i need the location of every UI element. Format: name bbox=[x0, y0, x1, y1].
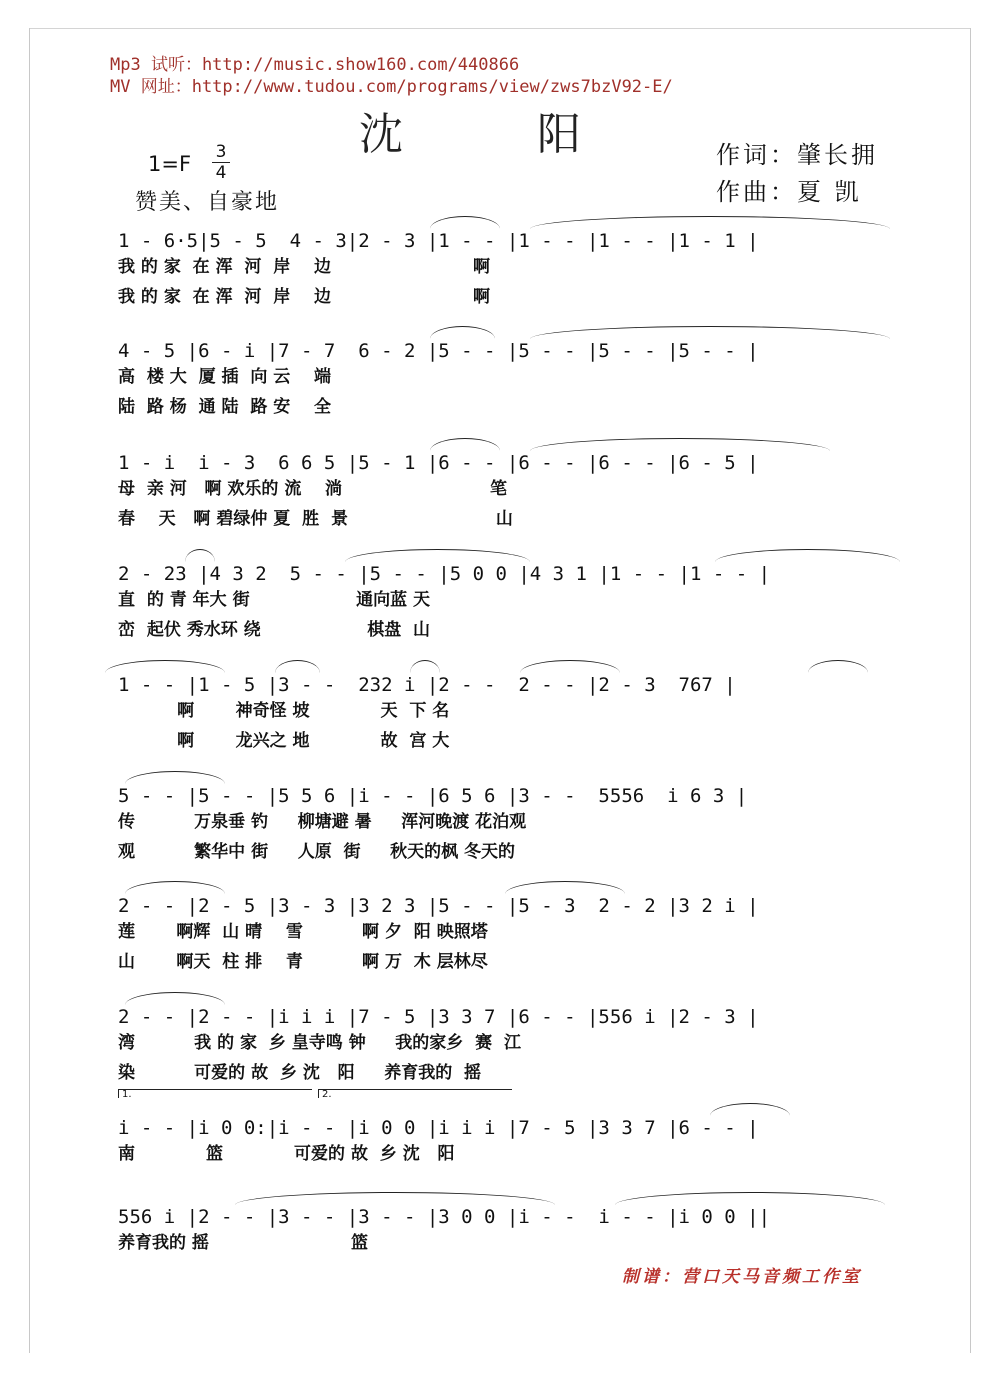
lyricist: 作词：肇长拥 bbox=[716, 141, 878, 169]
notes-line: 2 - 23 |4 3 2 5 - - |5 - - |5 0 0 |4 3 1 |1 - - |1 - - | bbox=[118, 563, 771, 585]
song-title: 沈 阳 bbox=[359, 109, 641, 160]
tie-arc bbox=[530, 216, 890, 229]
lyric-verse-1: 我 的 家 在 浑 河 岸 边 啊 bbox=[118, 257, 490, 277]
lyric-verse-2: 我 的 家 在 浑 河 岸 边 啊 bbox=[118, 287, 490, 307]
time-bottom: 4 bbox=[215, 163, 227, 183]
mp3-link[interactable]: Mp3 试听：http://music.show160.com/440866 bbox=[110, 55, 520, 75]
score-system-2 bbox=[0, 338, 1000, 468]
lyric-verse-1: 养育我的 摇 篮 bbox=[118, 1233, 368, 1253]
notes-line: 1 - i i - 3 6 6 5 |5 - 1 |6 - - |6 - - |6 - - |6 - 5 | bbox=[118, 452, 759, 474]
lyric-verse-2: 峦 起伏 秀水环 绕 棋盘 山 bbox=[118, 620, 431, 640]
lyric-verse-2: 啊 龙兴之 地 故 宫 大 bbox=[118, 731, 450, 751]
lyric-verse-2: 山 啊天 柱 排 青 啊 万 木 层林尽 bbox=[118, 952, 488, 972]
notes-line: 1 - - |1 - 5 |3 - - 232 i |2 - - 2 - - |2 - 3 767 | bbox=[118, 674, 736, 696]
lyric-verse-1: 传 万泉垂 钓 柳塘避 暑 浑河晚渡 花泊观 bbox=[118, 812, 527, 832]
tie-arc bbox=[430, 216, 500, 229]
notes-line: 5 - - |5 - - |5 5 6 |i - - |6 5 6 |3 - - 5556 i 6 3 | bbox=[118, 785, 748, 807]
notes-line: i - - |i 0 0:|i - - |i 0 0 |i i i |7 - 5 |3 3 7 |6 - - | bbox=[118, 1117, 759, 1139]
time-signature bbox=[212, 143, 230, 182]
key-signature: 1=F bbox=[148, 152, 192, 176]
time-top: 3 bbox=[215, 142, 227, 162]
lyric-verse-2: 春 天 啊 碧绿仲 夏 胜 景 山 bbox=[118, 509, 513, 529]
lyric-verse-1: 啊 神奇怪 坡 天 下 名 bbox=[118, 701, 450, 721]
notes-line: 4 - 5 |6 - i |7 - 7 6 - 2 |5 - - |5 - - |5 - - |5 - - | bbox=[118, 340, 759, 362]
lyric-verse-1: 母 亲 河 啊 欢乐的 流 淌 笔 bbox=[118, 479, 507, 499]
composer: 作曲：夏 凯 bbox=[716, 178, 862, 206]
lyric-verse-1: 高 楼 大 厦 插 向 云 端 bbox=[118, 367, 331, 387]
volta-first-ending: 1. bbox=[118, 1089, 312, 1098]
lyric-verse-1: 湾 我 的 家 乡 皇寺鸣 钟 我的家乡 赛 江 bbox=[118, 1033, 521, 1053]
notes-line: 2 - - |2 - - |i i i |7 - 5 |3 3 7 |6 - - |556 i |2 - 3 | bbox=[118, 1006, 759, 1028]
lyric-verse-2: 观 繁华中 街 人原 街 秋天的枫 冬天的 bbox=[118, 842, 516, 862]
mv-link[interactable]: MV 网址：http://www.tudou.com/programs/view/zws7bzV92-E/ bbox=[110, 77, 673, 97]
page-border-top bbox=[29, 28, 971, 29]
lyric-verse-2: 染 可爱的 故 乡 沈 阳 养育我的 摇 bbox=[118, 1063, 482, 1083]
notes-line: 556 i |2 - - |3 - - |3 - - |3 0 0 |i - - i - - |i 0 0 || bbox=[118, 1206, 771, 1228]
notes-line: 1 - 6·5|5 - 5 4 - 3|2 - 3 |1 - - |1 - - |1 - - |1 - 1 | bbox=[118, 230, 759, 252]
volta-second-ending: 2. bbox=[318, 1089, 512, 1098]
mood-marking: 赞美、自豪地 bbox=[135, 190, 280, 215]
lyric-verse-1: 南 篮 可爱的 故 乡 沈 阳 bbox=[118, 1144, 455, 1164]
lyric-verse-1: 莲 啊辉 山 晴 雪 啊 夕 阳 映照塔 bbox=[118, 922, 488, 942]
notes-line: 2 - - |2 - 5 |3 - 3 |3 2 3 |5 - - |5 - 3 2 - 2 |3 2 i | bbox=[118, 895, 759, 917]
lyric-verse-2: 陆 路 杨 通 陆 路 安 全 bbox=[118, 397, 331, 417]
lyric-verse-1: 直 的 青 年大 街 通向蓝 天 bbox=[118, 590, 431, 610]
producer-credit: 制谱：营口天马音频工作室 bbox=[622, 1267, 862, 1287]
